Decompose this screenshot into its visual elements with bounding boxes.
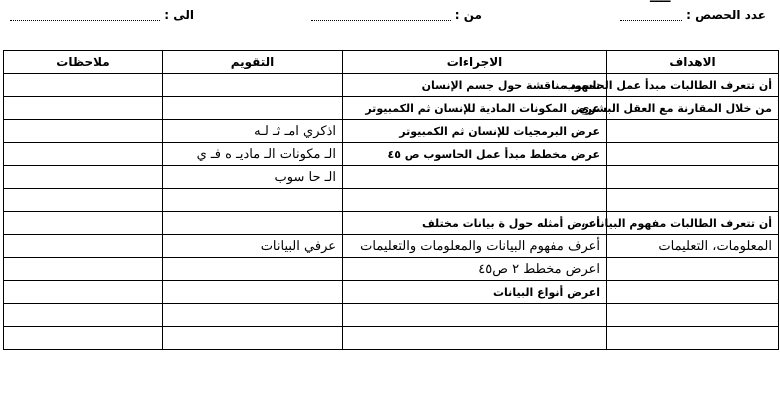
notes-cell	[4, 97, 163, 120]
procedure-cell: اعرض أنواع البيانات	[343, 281, 607, 304]
classes-count-blank	[620, 10, 682, 21]
table-row	[4, 189, 779, 212]
assessment-cell: الـ حا سوب	[163, 166, 343, 189]
assessment-cell	[163, 327, 343, 350]
assessment-cell	[163, 189, 343, 212]
objective-cell: أن تتعرف الطالبات مفهوم البيانات،	[607, 212, 779, 235]
notes-cell	[4, 189, 163, 212]
procedure-cell: أعرض أمثله حول ة بيانات مختلف	[343, 212, 607, 235]
objective-cell	[607, 304, 779, 327]
notes-cell	[4, 235, 163, 258]
table-row	[4, 327, 779, 350]
to-date-blank	[10, 10, 160, 21]
notes-cell	[4, 281, 163, 304]
procedure-cell: عرض البرمجيات للإنسان ثم الكمبيوتر	[343, 120, 607, 143]
table-row	[4, 212, 779, 235]
notes-cell	[4, 212, 163, 235]
assessment-cell	[163, 258, 343, 281]
procedure-cell: عرض المكونات المادية للإنسان ثم الكمبيوتر	[343, 97, 607, 120]
table-row	[4, 258, 779, 281]
procedure-cell	[343, 189, 607, 212]
table-row	[4, 166, 779, 189]
objective-cell	[607, 166, 779, 189]
objective-cell: أن تتعرف الطالبات مبدأ عمل الحاسوب	[607, 74, 779, 97]
procedure-cell	[343, 304, 607, 327]
procedure-cell: تمهيد مناقشة حول جسم الإنسان	[343, 74, 607, 97]
table-row	[4, 120, 779, 143]
assessment-cell: اذكري امـ ثـ لـه	[163, 120, 343, 143]
procedure-cell	[343, 166, 607, 189]
notes-cell	[4, 143, 163, 166]
to-date-field	[10, 8, 194, 22]
procedure-cell	[343, 327, 607, 350]
from-date-label: من :	[454, 8, 482, 22]
objective-cell	[607, 327, 779, 350]
from-date-blank	[311, 10, 451, 21]
notes-cell	[4, 74, 163, 97]
objective-cell	[607, 189, 779, 212]
col-header-assessment: التقويم	[163, 51, 343, 74]
procedure-cell: أعرف مفهوم البيانات والمعلومات والتعليمات	[343, 235, 607, 258]
objective-cell	[607, 120, 779, 143]
cut-off-header-fragment	[650, 0, 671, 5]
objective-cell: من خلال المقارنة مع العقل البشري	[607, 97, 779, 120]
assessment-cell	[163, 304, 343, 327]
classes-count-field	[620, 8, 766, 22]
notes-cell	[4, 327, 163, 350]
table-row	[4, 235, 779, 258]
notes-cell	[4, 304, 163, 327]
lesson-plan-table	[3, 50, 779, 350]
objective-cell: المعلومات، التعليمات	[607, 235, 779, 258]
page-header	[0, 0, 780, 45]
objective-cell	[607, 281, 779, 304]
notes-cell	[4, 258, 163, 281]
col-header-procedures: الاجراءات	[343, 51, 607, 74]
table-header-row	[4, 51, 779, 74]
procedure-cell: عرض مخطط مبدأ عمل الحاسوب ص ٤٥	[343, 143, 607, 166]
assessment-cell: الـ مكونات الـ ماديـ ه فـ ي	[163, 143, 343, 166]
table-row	[4, 281, 779, 304]
assessment-cell	[163, 97, 343, 120]
table-row	[4, 304, 779, 327]
col-header-notes: ملاحظات	[4, 51, 163, 74]
assessment-cell	[163, 281, 343, 304]
to-date-label: الى :	[164, 8, 194, 22]
classes-count-label: عدد الحصص :	[686, 8, 766, 22]
table-row	[4, 97, 779, 120]
from-date-field	[311, 8, 482, 22]
table-row	[4, 74, 779, 97]
notes-cell	[4, 166, 163, 189]
assessment-cell	[163, 212, 343, 235]
procedure-cell: اعرض مخطط ٢ ص٤٥	[343, 258, 607, 281]
objective-cell	[607, 258, 779, 281]
notes-cell	[4, 120, 163, 143]
objective-cell	[607, 143, 779, 166]
col-header-objectives: الاهداف	[607, 51, 779, 74]
assessment-cell: عرفي البيانات	[163, 235, 343, 258]
assessment-cell	[163, 74, 343, 97]
table-row	[4, 143, 779, 166]
